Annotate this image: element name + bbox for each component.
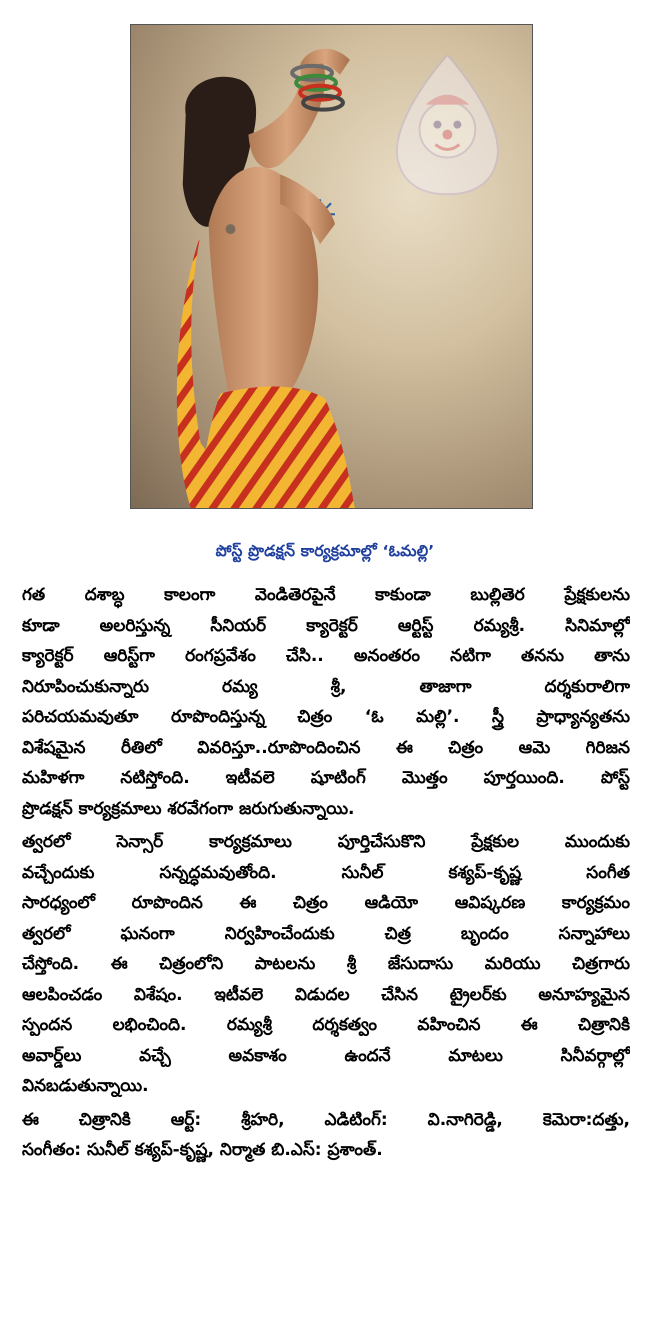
text-line: అవార్డ్‌లు వచ్చే అవకాశం ఉందనే మాటలు సినీవర్గాల్లో: [22, 1045, 630, 1066]
paragraph-1: [22, 580, 630, 824]
text-line: త్వరలో సెన్సార్ కార్యక్రమాలు పూర్తిచేసుకొని ప్రేక్షకుల ముందుకు: [22, 832, 630, 852]
text-line: సంగీతం: సునీల్ కశ్యప్-కృష్ణ, నిర్మాత బి.ఎస్: ప్రశాంత్.: [22, 1140, 383, 1160]
earring-icon: [226, 224, 236, 234]
text-line: చేస్తోంది. ఈ చిత్రంలోని పాటలను శ్రీ జేసుదాసు మరియు చిత్రగారు: [22, 954, 630, 974]
text-line: మహిళగా నటిస్తోంది. ఇటీవలె షూటింగ్ మొత్తం పూర్తయింది. పోస్ట్: [22, 768, 630, 788]
article-body: [22, 580, 630, 1166]
raised-arm: [248, 55, 325, 168]
text-line: త్వరలో ఘనంగా నిర్వహించేందుకు చిత్ర బృందం సన్నాహాలు: [22, 923, 630, 944]
text-line: ఆలపించడం విశేషం. ఇటీవలె విడుదల చేసిన ట్రైలర్‌కు అనూహ్యమైన: [22, 984, 630, 1005]
text-line: స్పందన లభించింది. రమ్యశ్రీ దర్శకత్వం వహించిన ఈ చిత్రానికి: [22, 1015, 630, 1035]
paragraph-2: [22, 827, 630, 1102]
article-photo: [130, 24, 533, 509]
paragraph-3: [22, 1105, 630, 1166]
text-line: క్యారెక్టర్ ఆరిస్ట్‌గా రంగప్రవేశం చేసి.. అనంతరం నటిగా తనను తాను: [22, 646, 630, 666]
article-headline: పోస్ట్ ప్రొడక్షన్ కార్యక్రమాల్లో ‘ఓమల్లి’: [215, 542, 435, 560]
text-line: కూడా అలరిస్తున్న సీనియర్ క్యారెక్టర్ ఆర్టిస్ట్ రమ్యశ్రీ. సినిమాల్లో: [22, 615, 630, 636]
clown-logo-watermark: [397, 55, 498, 194]
photo-illustration: [131, 25, 532, 508]
text-line: వచ్చేందుకు సన్నద్ధమవుతోంది. సునీల్ కశ్యప్-కృష్ణ సంగీత: [22, 862, 630, 883]
saree-skirt: [201, 387, 355, 508]
text-line: సారధ్యంలో రూపొందిన ఈ చిత్రం ఆడియో ఆవిష్కరణ కార్యక్రమం: [22, 893, 630, 913]
text-line: గత దశాబ్ధ కాలంగా వెండితెరపైనే కాకుండా బుల్లితెర ప్రేక్షకులను: [22, 585, 630, 605]
text-line: పరిచయమవుతూ రూపొందిస్తున్న చిత్రం ‘ఓ మల్లి’. స్త్రీ ప్రాధ్యాన్యతను: [22, 707, 630, 727]
text-line: ప్రొడక్షన్ కార్యక్రమాలు శరవేగంగా జరుగుతున్నాయి.: [22, 798, 355, 819]
text-line: వినబడుతున్నాయి.: [22, 1076, 149, 1096]
text-line: నిరూపించుకున్నారు రమ్య శ్రీ, తాజాగా దర్శకురాలిగా: [22, 676, 630, 697]
text-line: ఈ చిత్రానికి ఆర్ట్: శ్రీహరి, ఎడిటింగ్: వి.నాగిరెడ్డి, కెమెరా:దత్తు,: [22, 1109, 630, 1130]
text-line: విశేషమైన రీతిలో వివరిస్తూ..రూపొందించిన ఈ చిత్రం ఆమె గిరిజన: [22, 737, 630, 758]
